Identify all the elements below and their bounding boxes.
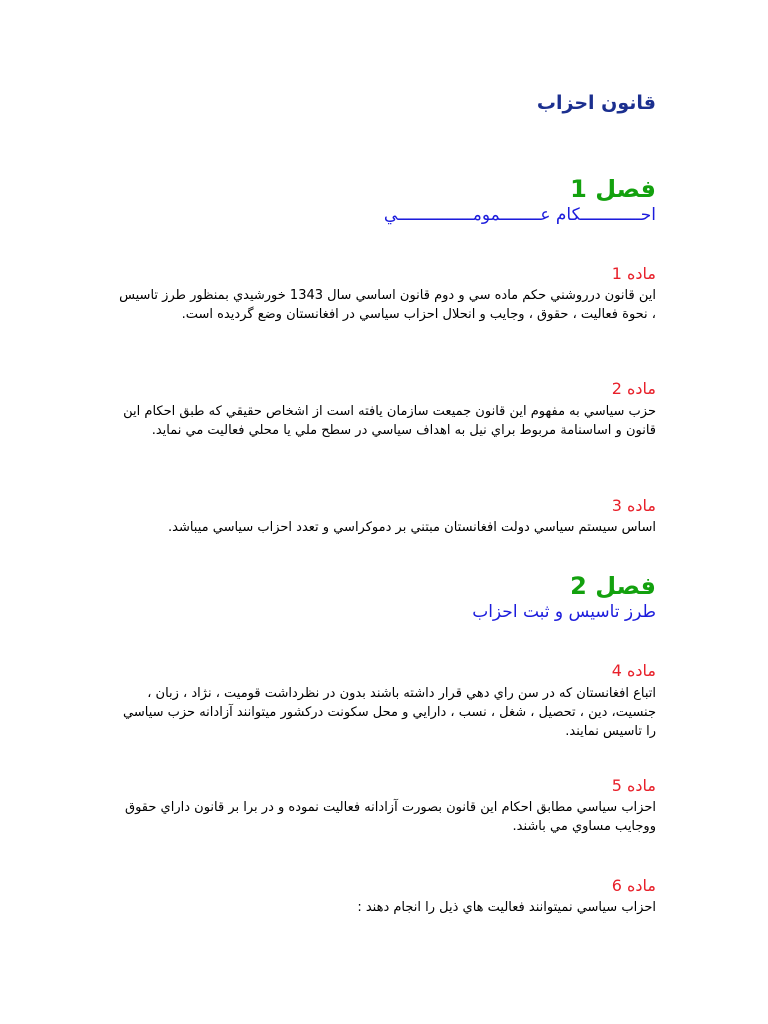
chapter-1-heading: فصل 1 [570, 175, 656, 203]
article-5-heading: ماده 5 [611, 776, 656, 795]
chapter-2-subtitle: طرز تاسيس و ثبت احزاب [472, 602, 656, 622]
article-4-heading: ماده 4 [611, 661, 656, 680]
article-2-heading: ماده 2 [611, 379, 656, 398]
article-5-text: احزاب سياسي مطابق احكام اين قانون بصورت آزادانه فعاليت نموده و در برا بر قانون داراي حقوق ووجايب مساوي مي باشند. [125, 800, 656, 834]
chapter-2-heading: فصل 2 [570, 572, 656, 600]
article-6-heading: ماده 6 [611, 876, 656, 895]
article-3-text: اساس سيستم سياسي دولت افغانستان مبتني بر دموكراسي و تعدد احزاب سياسي ميباشد. [167, 520, 656, 535]
article-6-text: احزاب سياسي نميتوانند فعاليت هاي ذيل را انجام دهند : [357, 900, 656, 915]
article-4-text: اتباع افغانستان كه در سن راي دهي قرار داشته باشند بدون در نظرداشت قوميت ، نژاد ، زبان ، جنسيت، دين ، تحصيل ، شغل ، نسب ، دارايي و محل سكونت دركشور ميتوانند آزادانه حزب سياسي را تاسيس نمايند. [123, 686, 656, 739]
document-title: قانون احزاب [536, 92, 656, 114]
chapter-1-subtitle: احــــــــــــكام عــــــــمومـــــــــــــــي [383, 205, 656, 225]
article-2-text: حزب سياسي به مفهوم اين قانون جميعت سازمان يافته است از اشخاص حقيقي كه طبق احكام اين قانون و اساسنامة مربوط براي نيل به اهداف سياسي در سطح ملي يا محلي فعاليت مي نمايد. [123, 404, 656, 438]
article-1-heading: ماده 1 [611, 264, 656, 283]
article-3-heading: ماده 3 [611, 496, 656, 515]
article-1-text: اين قانون درروشني حكم ماده سي و دوم قانون اساسي سال 1343 خورشيدي بمنظور طرز تاسيس ، نحوة فعاليت ، حقوق ، وجايب و انحلال احزاب سياسي در افغانستان وضع گرديده است. [119, 288, 656, 322]
